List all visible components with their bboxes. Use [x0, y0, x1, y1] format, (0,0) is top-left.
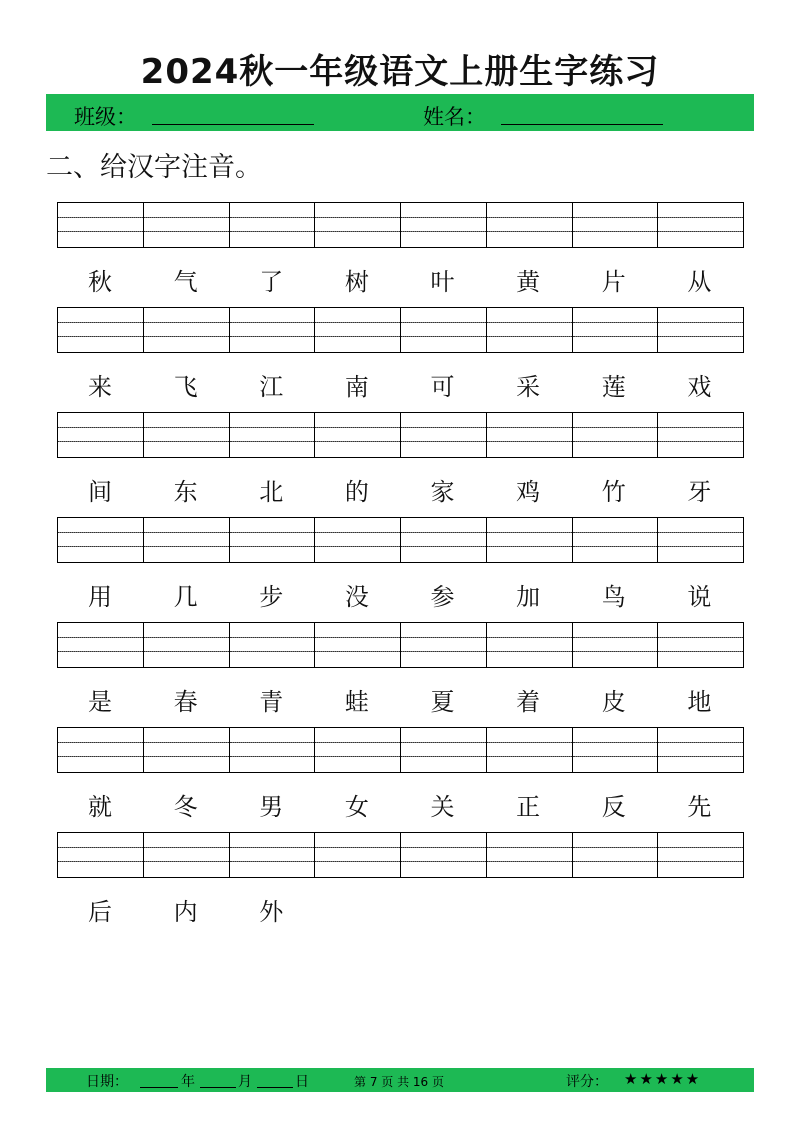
hanzi-character: 家	[430, 478, 455, 506]
hanzi-character: 反	[601, 793, 626, 821]
pinyin-box[interactable]	[657, 623, 743, 667]
pinyin-box[interactable]	[143, 728, 229, 772]
pinyin-box[interactable]	[400, 623, 486, 667]
character-row	[57, 367, 744, 401]
year-blank[interactable]	[140, 1087, 178, 1088]
page-title: 2024秋一年级语文上册生字练习	[140, 52, 660, 92]
pinyin-box[interactable]	[572, 728, 658, 772]
hanzi-character: 冬	[173, 793, 198, 821]
pinyin-box[interactable]	[58, 623, 143, 667]
hanzi-character: 外	[259, 898, 284, 926]
pinyin-grid	[57, 202, 744, 248]
pinyin-box[interactable]	[143, 518, 229, 562]
rating-stars[interactable]: ★★★★★	[624, 1070, 702, 1088]
hanzi-character: 关	[430, 793, 455, 821]
pinyin-box[interactable]	[657, 413, 743, 457]
pinyin-box[interactable]	[143, 833, 229, 877]
hanzi-character: 秋	[88, 268, 112, 296]
name-label: 姓名：	[423, 105, 486, 129]
hanzi-character: 步	[259, 583, 284, 611]
hanzi-character: 夏	[430, 688, 455, 716]
hanzi-character: 的	[344, 478, 369, 506]
hanzi-character: 没	[344, 583, 369, 611]
hanzi-character: 鸡	[516, 478, 541, 506]
hanzi-character: 就	[88, 793, 112, 821]
pinyin-box[interactable]	[486, 203, 572, 247]
pinyin-grid	[57, 412, 744, 458]
pinyin-box[interactable]	[143, 623, 229, 667]
hanzi-character: 戏	[687, 373, 712, 401]
pinyin-box[interactable]	[229, 833, 315, 877]
hanzi-character: 用	[88, 583, 112, 611]
hanzi-character: 后	[88, 898, 112, 926]
pinyin-box[interactable]	[314, 518, 400, 562]
hanzi-character: 先	[687, 793, 712, 821]
name-blank[interactable]	[501, 124, 663, 125]
date-label: 日期：	[86, 1074, 128, 1090]
hanzi-character: 牙	[687, 478, 712, 506]
pinyin-box[interactable]	[572, 203, 658, 247]
pinyin-box[interactable]	[314, 833, 400, 877]
hanzi-character: 叶	[430, 268, 455, 296]
pinyin-box[interactable]	[400, 308, 486, 352]
class-label: 班级：	[74, 105, 137, 129]
pinyin-box[interactable]	[572, 518, 658, 562]
hanzi-character: 树	[344, 268, 369, 296]
hanzi-character: 春	[173, 688, 198, 716]
hanzi-character: 江	[259, 373, 284, 401]
pinyin-box[interactable]	[58, 518, 143, 562]
hanzi-character: 地	[687, 688, 712, 716]
character-row	[57, 682, 744, 716]
pinyin-box[interactable]	[400, 413, 486, 457]
pinyin-box[interactable]	[314, 728, 400, 772]
hanzi-character: 内	[173, 898, 198, 926]
pinyin-box[interactable]	[143, 413, 229, 457]
hanzi-character: 飞	[173, 373, 198, 401]
hanzi-character: 气	[173, 268, 198, 296]
pinyin-box[interactable]	[314, 203, 400, 247]
hanzi-character: 皮	[601, 688, 626, 716]
pinyin-box[interactable]	[572, 308, 658, 352]
pinyin-box[interactable]	[400, 518, 486, 562]
hanzi-character: 竹	[601, 478, 626, 506]
pinyin-box[interactable]	[58, 203, 143, 247]
pinyin-box[interactable]	[314, 623, 400, 667]
footer-bar	[46, 1068, 754, 1092]
hanzi-character: 间	[88, 478, 112, 506]
pinyin-box[interactable]	[572, 833, 658, 877]
pinyin-box[interactable]	[314, 308, 400, 352]
pinyin-box[interactable]	[572, 623, 658, 667]
pinyin-box[interactable]	[486, 833, 572, 877]
hanzi-character: 从	[687, 268, 712, 296]
day-label: 日	[295, 1074, 309, 1090]
class-blank[interactable]	[152, 124, 314, 125]
year-label: 年	[181, 1074, 195, 1090]
character-row	[57, 577, 744, 611]
pinyin-box[interactable]	[657, 728, 743, 772]
pinyin-box[interactable]	[657, 518, 743, 562]
character-row	[57, 472, 744, 506]
pinyin-box[interactable]	[58, 728, 143, 772]
character-row	[57, 262, 744, 296]
pinyin-box[interactable]	[486, 308, 572, 352]
hanzi-character: 几	[173, 583, 198, 611]
hanzi-character: 是	[88, 688, 112, 716]
pinyin-box[interactable]	[229, 203, 315, 247]
page-number: 第 7 页 共 16 页	[354, 1075, 444, 1089]
pinyin-box[interactable]	[143, 308, 229, 352]
hanzi-character: 采	[516, 373, 541, 401]
pinyin-box[interactable]	[229, 623, 315, 667]
pinyin-grid	[57, 622, 744, 668]
pinyin-box[interactable]	[229, 518, 315, 562]
pinyin-grid	[57, 307, 744, 353]
pinyin-box[interactable]	[486, 518, 572, 562]
hanzi-character: 女	[344, 793, 369, 821]
month-blank[interactable]	[200, 1087, 236, 1088]
character-row	[57, 787, 744, 821]
pinyin-box[interactable]	[229, 308, 315, 352]
hanzi-character: 黄	[516, 268, 541, 296]
character-row	[57, 892, 744, 926]
pinyin-box[interactable]	[143, 203, 229, 247]
pinyin-box[interactable]	[229, 728, 315, 772]
hanzi-character: 参	[430, 583, 455, 611]
hanzi-character: 鸟	[601, 583, 626, 611]
pinyin-box[interactable]	[58, 833, 143, 877]
pinyin-box[interactable]	[58, 413, 143, 457]
section-title: 二、给汉字注音。	[46, 152, 262, 183]
hanzi-character: 加	[516, 583, 541, 611]
score-label: 评分：	[566, 1074, 608, 1090]
hanzi-character: 了	[259, 268, 284, 296]
day-blank[interactable]	[257, 1087, 293, 1088]
pinyin-grid	[57, 517, 744, 563]
month-label: 月	[238, 1074, 252, 1090]
hanzi-character: 片	[601, 268, 626, 296]
hanzi-character: 蛙	[344, 688, 369, 716]
hanzi-character: 来	[88, 373, 112, 401]
pinyin-box[interactable]	[486, 728, 572, 772]
pinyin-box[interactable]	[400, 203, 486, 247]
hanzi-character: 着	[516, 688, 541, 716]
pinyin-box[interactable]	[657, 833, 743, 877]
pinyin-box[interactable]	[486, 413, 572, 457]
hanzi-character: 说	[687, 583, 712, 611]
hanzi-character: 可	[430, 373, 455, 401]
hanzi-character: 男	[259, 793, 284, 821]
hanzi-character: 东	[173, 478, 198, 506]
pinyin-box[interactable]	[400, 728, 486, 772]
pinyin-box[interactable]	[314, 413, 400, 457]
student-info-bar	[46, 94, 754, 131]
pinyin-box[interactable]	[657, 203, 743, 247]
pinyin-box[interactable]	[400, 833, 486, 877]
pinyin-grid	[57, 832, 744, 878]
hanzi-character: 莲	[601, 373, 626, 401]
pinyin-box[interactable]	[572, 413, 658, 457]
hanzi-character: 南	[344, 373, 369, 401]
pinyin-grid	[57, 727, 744, 773]
pinyin-box[interactable]	[657, 308, 743, 352]
pinyin-box[interactable]	[229, 413, 315, 457]
pinyin-box[interactable]	[58, 308, 143, 352]
hanzi-character: 青	[259, 688, 284, 716]
hanzi-character: 北	[259, 478, 284, 506]
hanzi-character: 正	[516, 793, 541, 821]
pinyin-box[interactable]	[486, 623, 572, 667]
